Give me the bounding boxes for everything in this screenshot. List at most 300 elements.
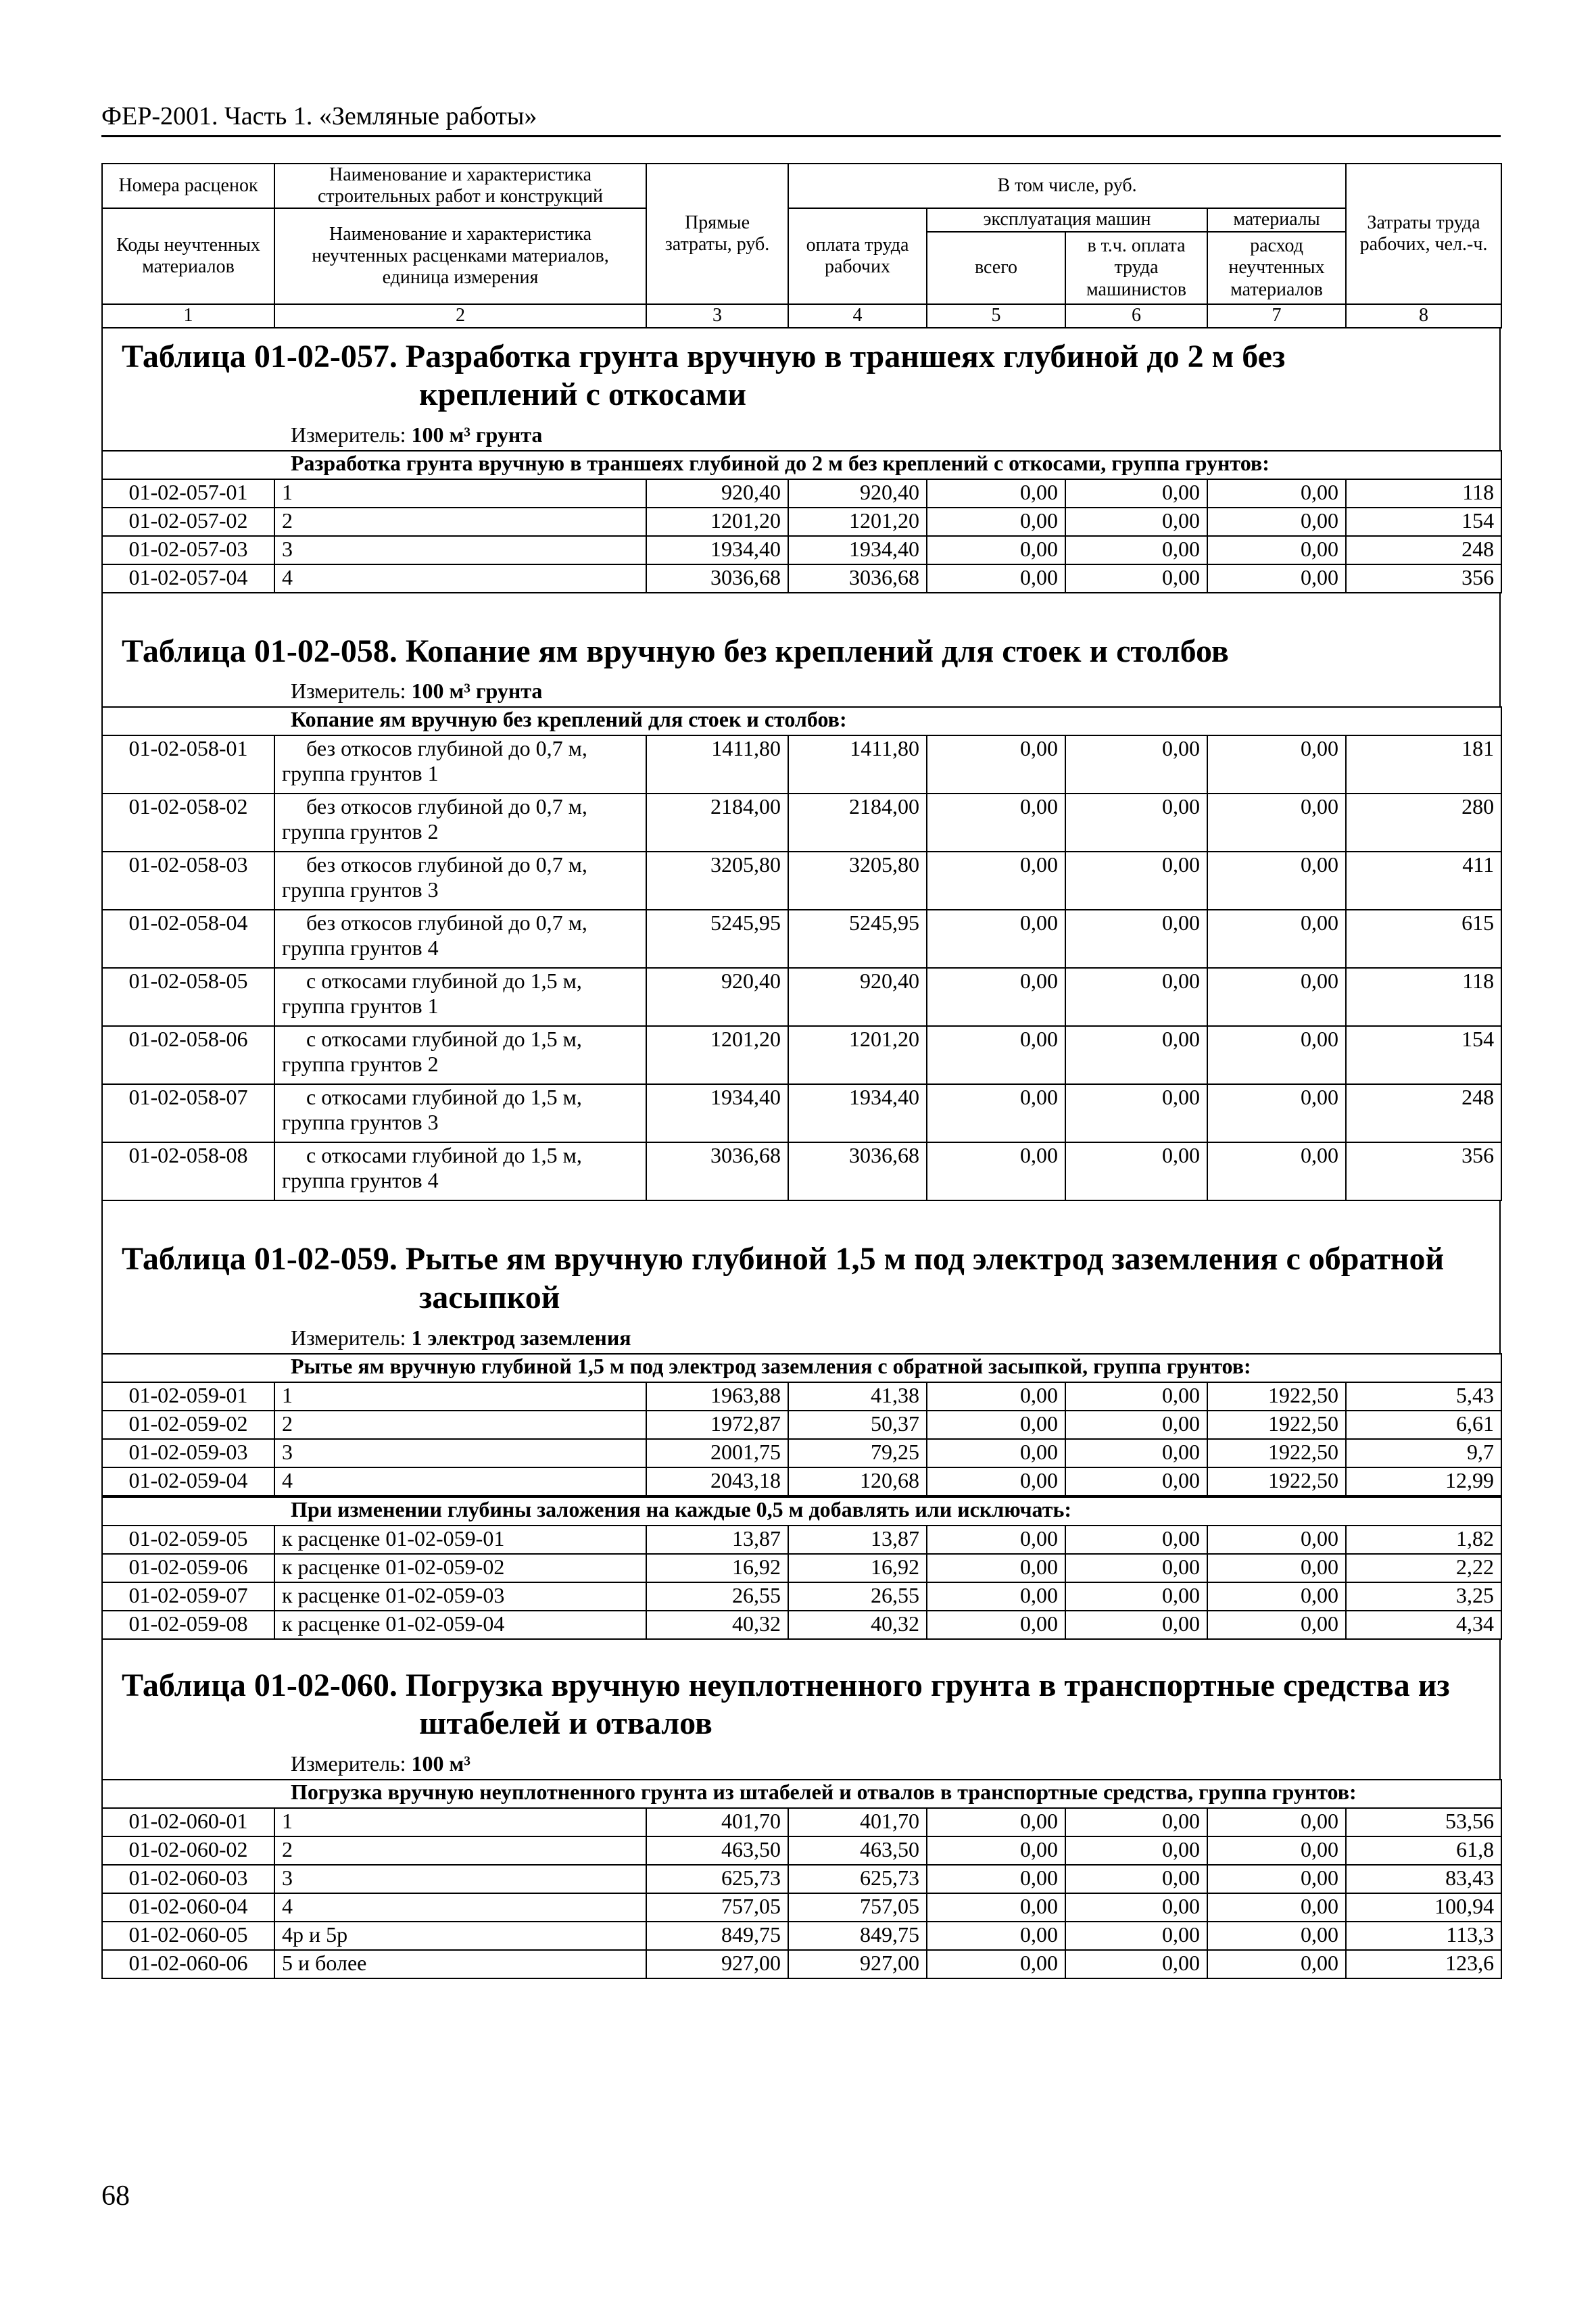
materials-cell: 0,00 [1207, 852, 1346, 910]
direct-costs-cell: 920,40 [646, 968, 788, 1026]
direct-costs-cell: 1934,40 [646, 1084, 788, 1142]
header-materials: материалы [1207, 208, 1346, 231]
machines-total-cell: 0,00 [927, 1582, 1065, 1611]
meter-value: 1 электрод заземления [411, 1325, 631, 1350]
machines-total-cell: 0,00 [927, 479, 1065, 508]
table-row [102, 1582, 1501, 1611]
page-number: 68 [101, 2180, 130, 2212]
header-machines: эксплуатация машин [927, 208, 1207, 231]
direct-costs-cell: 1934,40 [646, 536, 788, 564]
materials-cell: 0,00 [1207, 479, 1346, 508]
table-060-subhead: Погрузка вручную неуплотненного грунта из штабелей и отвалов в транспортные средства, группа грунтов: [102, 1780, 1501, 1808]
materials-cell: 0,00 [1207, 1808, 1346, 1836]
work-name-line1: без откосов глубиной до 0,7 м, [306, 852, 587, 877]
work-name-line2: группа грунтов 2 [282, 819, 439, 844]
machines-pay-cell: 0,00 [1065, 479, 1207, 508]
work-name-line2: группа грунтов 3 [282, 1110, 439, 1135]
table-row [102, 1808, 1501, 1836]
work-name-cell: 4 [274, 1467, 646, 1496]
machines-total-cell: 0,00 [927, 1467, 1065, 1496]
labor-cost-cell: 356 [1346, 564, 1501, 593]
work-name-cell [274, 910, 646, 968]
meter-value: 100 м³ грунта [411, 422, 543, 447]
labor-pay-cell: 3205,80 [788, 852, 927, 910]
work-name-cell: 4 [274, 1893, 646, 1922]
meter-label: Измеритель: [291, 422, 406, 447]
machines-pay-cell: 0,00 [1065, 968, 1207, 1026]
labor-pay-cell: 625,73 [788, 1865, 927, 1893]
labor-pay-cell: 1934,40 [788, 536, 927, 564]
rate-code-cell: 01-02-060-02 [102, 1836, 274, 1865]
machines-total-cell: 0,00 [927, 1950, 1065, 1978]
header-codes-bottom: Коды неучтенных материалов [102, 208, 274, 304]
direct-costs-cell: 16,92 [646, 1554, 788, 1582]
table-059-depth-adjust [101, 1496, 1502, 1640]
work-name-line1: с откосами глубиной до 1,5 м, [306, 1085, 582, 1110]
work-name-cell [274, 852, 646, 910]
table-058-meter [103, 671, 1499, 706]
materials-cell: 0,00 [1207, 1554, 1346, 1582]
work-name-cell: 1 [274, 1382, 646, 1411]
rate-code-cell: 01-02-059-06 [102, 1554, 274, 1582]
machines-pay-cell: 0,00 [1065, 1084, 1207, 1142]
meter-value: 100 м³ грунта [411, 679, 543, 704]
labor-cost-cell: 181 [1346, 735, 1501, 794]
rate-code-cell: 01-02-059-08 [102, 1611, 274, 1639]
rate-code-cell: 01-02-059-04 [102, 1467, 274, 1496]
machines-pay-cell: 0,00 [1065, 1836, 1207, 1865]
machines-total-cell: 0,00 [927, 536, 1065, 564]
machines-pay-cell: 0,00 [1065, 1554, 1207, 1582]
work-name-cell [274, 794, 646, 852]
labor-pay-cell: 50,37 [788, 1411, 927, 1439]
labor-cost-cell: 615 [1346, 910, 1501, 968]
direct-costs-cell: 463,50 [646, 1836, 788, 1865]
table-058 [101, 706, 1502, 1201]
meter-label: Измеритель: [291, 679, 406, 704]
table-059-subhead: Рытье ям вручную глубиной 1,5 м под электрод заземления с обратной засыпкой, группа грунтов: [102, 1354, 1501, 1382]
machines-total-cell: 0,00 [927, 1382, 1065, 1411]
materials-cell: 0,00 [1207, 794, 1346, 852]
labor-pay-cell: 920,40 [788, 968, 927, 1026]
table-059 [101, 1353, 1502, 1496]
table-057-section [101, 328, 1501, 450]
direct-costs-cell: 625,73 [646, 1865, 788, 1893]
materials-cell: 0,00 [1207, 1142, 1346, 1200]
table-row [102, 1611, 1501, 1639]
document-page [101, 101, 1501, 1979]
labor-cost-cell: 118 [1346, 479, 1501, 508]
direct-costs-cell: 2001,75 [646, 1439, 788, 1467]
work-name-line2: группа грунтов 4 [282, 1168, 439, 1193]
labor-cost-cell: 83,43 [1346, 1865, 1501, 1893]
machines-total-cell: 0,00 [927, 1611, 1065, 1639]
rate-code-cell: 01-02-058-08 [102, 1142, 274, 1200]
table-row [102, 735, 1501, 794]
header-in-that: В том числе, руб. [788, 164, 1346, 208]
work-name-cell: 4 [274, 564, 646, 593]
materials-cell: 0,00 [1207, 536, 1346, 564]
rate-code-cell: 01-02-058-05 [102, 968, 274, 1026]
work-name-line1: без откосов глубиной до 0,7 м, [306, 736, 587, 761]
rate-code-cell: 01-02-057-04 [102, 564, 274, 593]
table-row [102, 479, 1501, 508]
machines-total-cell: 0,00 [927, 1026, 1065, 1084]
header-name-bottom: Наименование и характеристика неучтенных расценками материалов, единица измерения [274, 208, 646, 304]
work-name-cell [274, 1084, 646, 1142]
machines-pay-cell: 0,00 [1065, 852, 1207, 910]
direct-costs-cell: 920,40 [646, 479, 788, 508]
materials-cell: 0,00 [1207, 564, 1346, 593]
column-header-table [101, 163, 1502, 328]
work-name-cell: 4р и 5р [274, 1922, 646, 1950]
header-name-top: Наименование и характеристика строительных работ и конструкций [274, 164, 646, 208]
machines-total-cell: 0,00 [927, 1922, 1065, 1950]
machines-total-cell: 0,00 [927, 1808, 1065, 1836]
materials-cell: 0,00 [1207, 1026, 1346, 1084]
work-name-cell: 5 и более [274, 1950, 646, 1978]
meter-value: 100 м³ [411, 1751, 470, 1776]
materials-cell: 0,00 [1207, 1893, 1346, 1922]
table-059-title [103, 1240, 1499, 1317]
direct-costs-cell: 2184,00 [646, 794, 788, 852]
labor-pay-cell: 463,50 [788, 1836, 927, 1865]
labor-pay-cell: 40,32 [788, 1611, 927, 1639]
direct-costs-cell: 3036,68 [646, 564, 788, 593]
materials-cell: 0,00 [1207, 910, 1346, 968]
machines-total-cell: 0,00 [927, 1526, 1065, 1554]
work-name-cell [274, 1026, 646, 1084]
header-num-5: 5 [927, 304, 1065, 327]
rate-code-cell: 01-02-057-02 [102, 508, 274, 536]
machines-total-cell: 0,00 [927, 1836, 1065, 1865]
work-name-line1: без откосов глубиной до 0,7 м, [306, 910, 587, 935]
work-name-cell: 2 [274, 1836, 646, 1865]
work-name-cell: к расценке 01-02-059-03 [274, 1582, 646, 1611]
machines-total-cell: 0,00 [927, 564, 1065, 593]
labor-cost-cell: 5,43 [1346, 1382, 1501, 1411]
work-name-cell: 1 [274, 479, 646, 508]
header-num-7: 7 [1207, 304, 1346, 327]
labor-pay-cell: 849,75 [788, 1922, 927, 1950]
labor-cost-cell: 3,25 [1346, 1582, 1501, 1611]
table-row [102, 1142, 1501, 1200]
table-row [102, 1865, 1501, 1893]
labor-pay-cell: 920,40 [788, 479, 927, 508]
machines-total-cell: 0,00 [927, 794, 1065, 852]
rate-code-cell: 01-02-057-01 [102, 479, 274, 508]
materials-cell: 0,00 [1207, 1526, 1346, 1554]
machines-pay-cell: 0,00 [1065, 1582, 1207, 1611]
work-name-line1: с откосами глубиной до 1,5 м, [306, 1027, 582, 1052]
header-materials-sub: расход неучтенных материалов [1207, 232, 1346, 305]
machines-total-cell: 0,00 [927, 1084, 1065, 1142]
rate-code-cell: 01-02-059-05 [102, 1526, 274, 1554]
table-row [102, 1467, 1501, 1496]
table-060-title-line1: Таблица 01-02-060. Погрузка вручную неуплотненного грунта в транспортные средства из [122, 1667, 1450, 1703]
labor-pay-cell: 1411,80 [788, 735, 927, 794]
materials-cell: 0,00 [1207, 508, 1346, 536]
rate-code-cell: 01-02-059-07 [102, 1582, 274, 1611]
machines-pay-cell: 0,00 [1065, 1893, 1207, 1922]
work-name-line1: с откосами глубиной до 1,5 м, [306, 1143, 582, 1168]
materials-cell: 0,00 [1207, 1865, 1346, 1893]
labor-cost-cell: 154 [1346, 508, 1501, 536]
machines-pay-cell: 0,00 [1065, 536, 1207, 564]
labor-cost-cell: 2,22 [1346, 1554, 1501, 1582]
table-059-meter [103, 1317, 1499, 1353]
table-row [102, 508, 1501, 536]
table-058-title [103, 633, 1499, 671]
table-row [102, 1084, 1501, 1142]
table-059-section [101, 1240, 1501, 1353]
labor-pay-cell: 13,87 [788, 1526, 927, 1554]
labor-cost-cell: 118 [1346, 968, 1501, 1026]
table-row [102, 1382, 1501, 1411]
table-row [102, 1836, 1501, 1865]
direct-costs-cell: 927,00 [646, 1950, 788, 1978]
table-row [102, 968, 1501, 1026]
table-row [102, 564, 1501, 593]
rate-code-cell: 01-02-058-01 [102, 735, 274, 794]
materials-cell: 0,00 [1207, 1950, 1346, 1978]
table-057-title [103, 328, 1499, 414]
direct-costs-cell: 1201,20 [646, 1026, 788, 1084]
meter-label: Измеритель: [291, 1325, 406, 1350]
materials-cell: 0,00 [1207, 968, 1346, 1026]
table-row [102, 1411, 1501, 1439]
work-name-line2: группа грунтов 2 [282, 1052, 439, 1077]
table-060-title [103, 1667, 1499, 1743]
table-057-subhead: Разработка грунта вручную в траншеях глубиной до 2 м без креплений с откосами, группа грунтов: [102, 451, 1501, 479]
labor-cost-cell: 411 [1346, 852, 1501, 910]
rate-code-cell: 01-02-058-07 [102, 1084, 274, 1142]
machines-total-cell: 0,00 [927, 735, 1065, 794]
machines-pay-cell: 0,00 [1065, 1142, 1207, 1200]
labor-cost-cell: 9,7 [1346, 1439, 1501, 1467]
labor-pay-cell: 5245,95 [788, 910, 927, 968]
machines-total-cell: 0,00 [927, 968, 1065, 1026]
labor-pay-cell: 757,05 [788, 1893, 927, 1922]
rate-code-cell: 01-02-058-04 [102, 910, 274, 968]
work-name-cell: к расценке 01-02-059-02 [274, 1554, 646, 1582]
machines-total-cell: 0,00 [927, 1411, 1065, 1439]
rate-code-cell: 01-02-060-06 [102, 1950, 274, 1978]
header-codes-top: Номера расценок [102, 164, 274, 208]
header-num-4: 4 [788, 304, 927, 327]
rate-code-cell: 01-02-060-01 [102, 1808, 274, 1836]
table-058-subhead: Копание ям вручную без креплений для стоек и столбов: [102, 707, 1501, 735]
materials-cell: 1922,50 [1207, 1439, 1346, 1467]
machines-pay-cell: 0,00 [1065, 794, 1207, 852]
table-058-title-line1: Таблица 01-02-058. Копание ям вручную без креплений для стоек и столбов [122, 633, 1229, 669]
direct-costs-cell: 40,32 [646, 1611, 788, 1639]
table-row [102, 910, 1501, 968]
work-name-line2: группа грунтов 1 [282, 994, 439, 1019]
materials-cell: 0,00 [1207, 1836, 1346, 1865]
labor-pay-cell: 2184,00 [788, 794, 927, 852]
work-name-line2: группа грунтов 4 [282, 935, 439, 960]
table-row [102, 852, 1501, 910]
header-machines-pay: в т.ч. оплата труда машинистов [1065, 232, 1207, 305]
rate-code-cell: 01-02-059-01 [102, 1382, 274, 1411]
table-row [102, 1893, 1501, 1922]
work-name-cell: 3 [274, 1865, 646, 1893]
header-num-1: 1 [102, 304, 274, 327]
materials-cell: 0,00 [1207, 1922, 1346, 1950]
direct-costs-cell: 1963,88 [646, 1382, 788, 1411]
work-name-cell [274, 735, 646, 794]
labor-pay-cell: 26,55 [788, 1582, 927, 1611]
direct-costs-cell: 5245,95 [646, 910, 788, 968]
machines-pay-cell: 0,00 [1065, 1865, 1207, 1893]
table-060-section [101, 1667, 1501, 1779]
direct-costs-cell: 3205,80 [646, 852, 788, 910]
direct-costs-cell: 13,87 [646, 1526, 788, 1554]
labor-cost-cell: 248 [1346, 536, 1501, 564]
materials-cell: 0,00 [1207, 1084, 1346, 1142]
labor-pay-cell: 79,25 [788, 1439, 927, 1467]
materials-cell: 0,00 [1207, 1611, 1346, 1639]
header-direct-costs: Прямые затраты, руб. [646, 164, 788, 304]
machines-pay-cell: 0,00 [1065, 1922, 1207, 1950]
work-name-cell: к расценке 01-02-059-01 [274, 1526, 646, 1554]
table-row [102, 1526, 1501, 1554]
section-gap [101, 1201, 1501, 1240]
direct-costs-cell: 3036,68 [646, 1142, 788, 1200]
direct-costs-cell: 1972,87 [646, 1411, 788, 1439]
labor-pay-cell: 41,38 [788, 1382, 927, 1411]
materials-cell: 1922,50 [1207, 1382, 1346, 1411]
work-name-cell: 1 [274, 1808, 646, 1836]
work-name-cell: 2 [274, 508, 646, 536]
meter-label: Измеритель: [291, 1751, 406, 1776]
labor-cost-cell: 123,6 [1346, 1950, 1501, 1978]
machines-pay-cell: 0,00 [1065, 564, 1207, 593]
rate-code-cell: 01-02-057-03 [102, 536, 274, 564]
section-gap [101, 1640, 1501, 1667]
rate-code-cell: 01-02-058-02 [102, 794, 274, 852]
table-row [102, 1026, 1501, 1084]
rate-code-cell: 01-02-060-05 [102, 1922, 274, 1950]
table-059-subhead-2: При изменении глубины заложения на каждые 0,5 м добавлять или исключать: [102, 1497, 1501, 1526]
rate-code-cell: 01-02-059-03 [102, 1439, 274, 1467]
table-057-meter [103, 414, 1499, 450]
machines-total-cell: 0,00 [927, 1142, 1065, 1200]
labor-pay-cell: 1201,20 [788, 1026, 927, 1084]
materials-cell: 0,00 [1207, 735, 1346, 794]
direct-costs-cell: 1201,20 [646, 508, 788, 536]
rate-code-cell: 01-02-060-04 [102, 1893, 274, 1922]
labor-pay-cell: 927,00 [788, 1950, 927, 1978]
labor-cost-cell: 356 [1346, 1142, 1501, 1200]
table-row [102, 1439, 1501, 1467]
labor-pay-cell: 401,70 [788, 1808, 927, 1836]
machines-total-cell: 0,00 [927, 852, 1065, 910]
table-060-meter [103, 1743, 1499, 1779]
work-name-line1: без откосов глубиной до 0,7 м, [306, 794, 587, 819]
machines-pay-cell: 0,00 [1065, 1526, 1207, 1554]
machines-total-cell: 0,00 [927, 1439, 1065, 1467]
machines-pay-cell: 0,00 [1065, 735, 1207, 794]
labor-cost-cell: 280 [1346, 794, 1501, 852]
direct-costs-cell: 401,70 [646, 1808, 788, 1836]
labor-cost-cell: 6,61 [1346, 1411, 1501, 1439]
labor-pay-cell: 3036,68 [788, 564, 927, 593]
work-name-cell: 3 [274, 1439, 646, 1467]
table-060 [101, 1779, 1502, 1979]
machines-pay-cell: 0,00 [1065, 508, 1207, 536]
header-labor-pay: оплата труда рабочих [788, 208, 927, 304]
machines-total-cell: 0,00 [927, 1865, 1065, 1893]
work-name-line2: группа грунтов 1 [282, 761, 439, 786]
table-row [102, 1922, 1501, 1950]
header-machines-total: всего [927, 232, 1065, 305]
work-name-cell [274, 1142, 646, 1200]
table-059-title-line2: засыпкой [419, 1280, 560, 1316]
labor-cost-cell: 4,34 [1346, 1611, 1501, 1639]
table-row [102, 1554, 1501, 1582]
materials-cell: 0,00 [1207, 1582, 1346, 1611]
labor-cost-cell: 248 [1346, 1084, 1501, 1142]
machines-pay-cell: 0,00 [1065, 910, 1207, 968]
machines-total-cell: 0,00 [927, 1554, 1065, 1582]
table-057-title-line2: креплений с откосами [419, 376, 747, 413]
header-num-3: 3 [646, 304, 788, 327]
labor-pay-cell: 1934,40 [788, 1084, 927, 1142]
labor-pay-cell: 16,92 [788, 1554, 927, 1582]
direct-costs-cell: 2043,18 [646, 1467, 788, 1496]
materials-cell: 1922,50 [1207, 1411, 1346, 1439]
labor-cost-cell: 53,56 [1346, 1808, 1501, 1836]
direct-costs-cell: 849,75 [646, 1922, 788, 1950]
section-gap [101, 593, 1501, 633]
machines-total-cell: 0,00 [927, 910, 1065, 968]
labor-cost-cell: 1,82 [1346, 1526, 1501, 1554]
machines-pay-cell: 0,00 [1065, 1411, 1207, 1439]
table-059-title-line1: Таблица 01-02-059. Рытье ям вручную глубиной 1,5 м под электрод заземления с обратной [122, 1241, 1445, 1277]
work-name-cell: 2 [274, 1411, 646, 1439]
rate-code-cell: 01-02-059-02 [102, 1411, 274, 1439]
header-num-2: 2 [274, 304, 646, 327]
machines-total-cell: 0,00 [927, 508, 1065, 536]
labor-cost-cell: 113,3 [1346, 1922, 1501, 1950]
work-name-cell [274, 968, 646, 1026]
direct-costs-cell: 757,05 [646, 1893, 788, 1922]
work-name-line1: с откосами глубиной до 1,5 м, [306, 969, 582, 994]
running-head: ФЕР-2001. Часть 1. «Земляные работы» [101, 101, 1501, 137]
rate-code-cell: 01-02-060-03 [102, 1865, 274, 1893]
machines-pay-cell: 0,00 [1065, 1808, 1207, 1836]
labor-cost-cell: 12,99 [1346, 1467, 1501, 1496]
labor-pay-cell: 120,68 [788, 1467, 927, 1496]
header-num-8: 8 [1346, 304, 1501, 327]
rate-code-cell: 01-02-058-03 [102, 852, 274, 910]
labor-cost-cell: 61,8 [1346, 1836, 1501, 1865]
direct-costs-cell: 1411,80 [646, 735, 788, 794]
table-057 [101, 450, 1502, 593]
work-name-cell: к расценке 01-02-059-04 [274, 1611, 646, 1639]
header-labor-cost: Затраты труда рабочих, чел.-ч. [1346, 164, 1501, 304]
materials-cell: 1922,50 [1207, 1467, 1346, 1496]
table-057-title-line1: Таблица 01-02-057. Разработка грунта вручную в траншеях глубиной до 2 м без [122, 338, 1286, 374]
labor-cost-cell: 154 [1346, 1026, 1501, 1084]
table-row [102, 536, 1501, 564]
labor-pay-cell: 3036,68 [788, 1142, 927, 1200]
machines-pay-cell: 0,00 [1065, 1382, 1207, 1411]
labor-cost-cell: 100,94 [1346, 1893, 1501, 1922]
table-060-title-line2: штабелей и отвалов [419, 1705, 712, 1742]
